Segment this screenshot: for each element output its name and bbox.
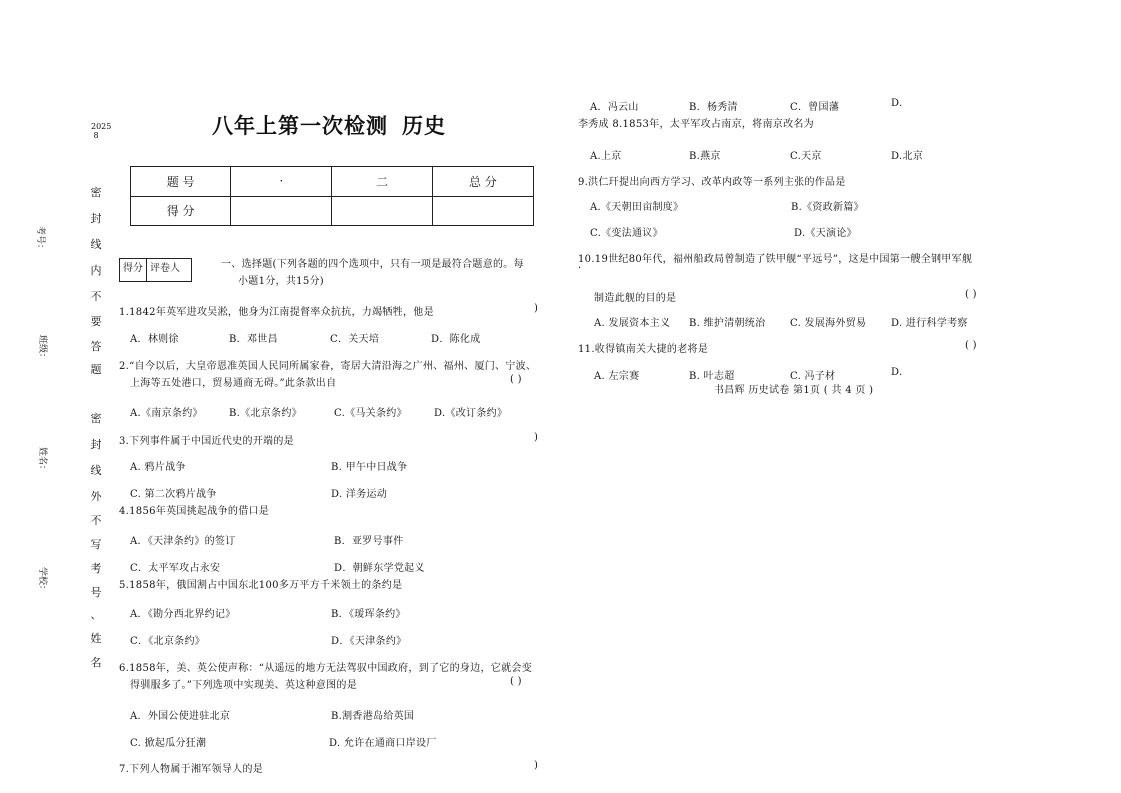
option: B．邓世昌 bbox=[229, 334, 278, 345]
seal-char: 内 bbox=[90, 264, 102, 277]
seal-char: 号 bbox=[90, 586, 102, 599]
seal-char: 外 bbox=[90, 490, 102, 503]
score-header-cell: 二 bbox=[332, 167, 432, 197]
option: C. 掀起瓜分狂潮 bbox=[130, 738, 207, 749]
question-2-cont: 上海等五处港口，贸易通商无碍。”此条款出自 bbox=[130, 378, 337, 389]
option: B.燕京 bbox=[689, 151, 721, 162]
seal-char: 考 bbox=[90, 562, 102, 575]
answer-bracket: ) bbox=[534, 432, 539, 443]
question-1: 1.1842年英军进攻吴淞，他身为江南提督率众抗抗，力竭牺牲，他是 bbox=[119, 307, 434, 318]
option: C．太平军攻占永安 bbox=[130, 563, 221, 574]
section-heading-2: 小题1分，共15分) bbox=[238, 276, 324, 287]
grader-name-label: 评卷人 bbox=[147, 259, 192, 282]
label-name: 姓名： bbox=[37, 447, 47, 475]
option: D．陈化成 bbox=[431, 334, 481, 345]
question-2: 2.“自今以后，大皇帝恩准英国人民同所属家眷，寄居大清沿海之广州、福州、厦门、宁波、 bbox=[119, 361, 537, 372]
score-header-cell: 总 分 bbox=[432, 167, 533, 197]
option: B．《瑷珲条约》 bbox=[331, 609, 406, 620]
page-footer: 书昌辉 历史试卷 第1页 ( 共 4 页 ) bbox=[714, 385, 874, 396]
option: C. 发展海外贸易 bbox=[790, 318, 867, 329]
option: D.北京 bbox=[891, 151, 924, 162]
score-input-cell[interactable] bbox=[332, 196, 432, 226]
answer-bracket: ( ) bbox=[965, 340, 977, 351]
option: A. 鸦片战争 bbox=[130, 462, 186, 473]
option: D.《天演论》 bbox=[794, 228, 857, 239]
subject-title: 历史 bbox=[402, 113, 446, 138]
question-4: 4.1856年英国挑起战争的借口是 bbox=[119, 506, 270, 517]
score-input-cell[interactable] bbox=[432, 196, 533, 226]
option: D. 允许在通商口岸设厂 bbox=[329, 738, 437, 749]
grader-score-label: 得分 bbox=[120, 259, 147, 282]
seal-char: 封 bbox=[90, 438, 102, 451]
label-exam-number: 考号： bbox=[35, 226, 45, 254]
score-row-label: 得 分 bbox=[131, 196, 231, 226]
question-3: 3.下列事件属于中国近代史的开端的是 bbox=[119, 436, 294, 447]
option: A．冯云山 bbox=[590, 102, 639, 113]
score-input-cell[interactable] bbox=[231, 196, 332, 226]
option: A．《勘分西北界约记》 bbox=[130, 609, 236, 620]
label-class: 班级： bbox=[37, 335, 47, 363]
option: A．外国公使进驻北京 bbox=[130, 711, 231, 722]
option: B．亚罗号事件 bbox=[334, 536, 404, 547]
seal-char: 写 bbox=[90, 538, 102, 551]
seal-char: 答 bbox=[90, 340, 102, 353]
option: C．《北京条约》 bbox=[130, 636, 206, 647]
answer-bracket: ) bbox=[534, 760, 539, 771]
seal-char: 、 bbox=[90, 608, 102, 621]
answer-bracket: ( ) bbox=[510, 374, 522, 385]
option: A. 左宗赛 bbox=[594, 371, 640, 382]
answer-bracket: ( ) bbox=[510, 676, 522, 687]
option: B. 叶志超 bbox=[689, 371, 735, 382]
question-10-cont: 制造此舰的目的是 bbox=[594, 293, 677, 304]
score-table bbox=[130, 166, 534, 226]
option: D. 洋务运动 bbox=[331, 489, 388, 500]
option: D. bbox=[891, 367, 903, 378]
option: A.上京 bbox=[590, 151, 622, 162]
seal-char: 要 bbox=[90, 315, 102, 328]
question-10: 10.19世纪80年代，福州船政局曾制造了铁甲舰“平远号”，这是中国第一艘全钢甲军舰 bbox=[578, 254, 973, 265]
seal-char: 封 bbox=[90, 212, 102, 225]
seal-char: 线 bbox=[90, 238, 102, 251]
option: B. 维护清朝统治 bbox=[689, 318, 766, 329]
grader-box bbox=[119, 258, 192, 282]
option: D. 进行科学考察 bbox=[891, 318, 968, 329]
seal-char: 不 bbox=[90, 514, 102, 527]
seal-char: 密 bbox=[90, 186, 102, 199]
option: C. 第二次鸦片战争 bbox=[130, 489, 217, 500]
section-heading: 一、选择题(下列各题的四个选项中，只有一项是最符合题意的。每 bbox=[221, 259, 524, 270]
seal-char: 密 bbox=[90, 412, 102, 425]
option: C.《马关条约》 bbox=[334, 408, 407, 419]
question-9: 9.洪仁玕提出向西方学习、改革内政等一系列主张的作品是 bbox=[578, 177, 846, 188]
option: B.《资政新篇》 bbox=[791, 202, 864, 213]
option: D. bbox=[891, 98, 903, 109]
question-8: 李秀成 8.1853年，太平军攻占南京，将南京改名为 bbox=[578, 119, 814, 130]
option: C.天京 bbox=[790, 151, 822, 162]
label-school: 学校： bbox=[37, 567, 47, 595]
option: D.《改订条约》 bbox=[434, 408, 508, 419]
question-6: 6.1858年，美、英公使声称：“从遥远的地方无法驾驭中国政府，到了它的身边，它就会变 bbox=[119, 663, 533, 674]
seal-char: 线 bbox=[90, 464, 102, 477]
answer-bracket: ( ) bbox=[965, 289, 977, 300]
option: C．曾国藩 bbox=[790, 102, 840, 113]
option: D．朝鲜东学党起义 bbox=[334, 563, 425, 574]
option: A. 发展资本主义 bbox=[594, 318, 671, 329]
score-header-cell: · bbox=[231, 167, 332, 197]
option: C．关天培 bbox=[330, 334, 380, 345]
page-title: 八年上第一次检测 bbox=[212, 113, 388, 138]
option: A.《天朝田亩制度》 bbox=[590, 202, 684, 213]
question-11: 11.收得镇南关大捷的老将是 bbox=[578, 344, 709, 355]
seal-char: 不 bbox=[90, 290, 102, 303]
option: D．《天津条约》 bbox=[331, 636, 407, 647]
seal-char: 题 bbox=[90, 363, 102, 376]
option: C.《变法通议》 bbox=[590, 228, 663, 239]
seal-char: 姓 bbox=[90, 632, 102, 645]
option: A.《南京条约》 bbox=[130, 408, 203, 419]
question-6-cont: 得驯服多了。”下列选项中实现美、英这种意图的是 bbox=[130, 680, 358, 691]
question-7: 7.下列人物属于湘军领导人的是 bbox=[119, 764, 264, 775]
score-header-cell: 题 号 bbox=[131, 167, 231, 197]
option: C. 冯子材 bbox=[790, 371, 836, 382]
answer-bracket: ) bbox=[534, 303, 539, 314]
question-10-dot: · bbox=[578, 263, 582, 274]
question-5: 5.1858年，俄国割占中国东北100多万平方千米领土的条约是 bbox=[119, 580, 403, 591]
option: B．杨秀清 bbox=[689, 102, 738, 113]
option: B. 甲午中日战争 bbox=[331, 462, 408, 473]
margin-code: 2025 8 bbox=[91, 122, 112, 140]
option: A．林则徐 bbox=[130, 334, 179, 345]
option: B.《北京条约》 bbox=[229, 408, 302, 419]
option: A．《天津条约》的签订 bbox=[130, 536, 236, 547]
option: B.割香港岛给英国 bbox=[331, 711, 415, 722]
seal-char: 名 bbox=[90, 656, 102, 669]
